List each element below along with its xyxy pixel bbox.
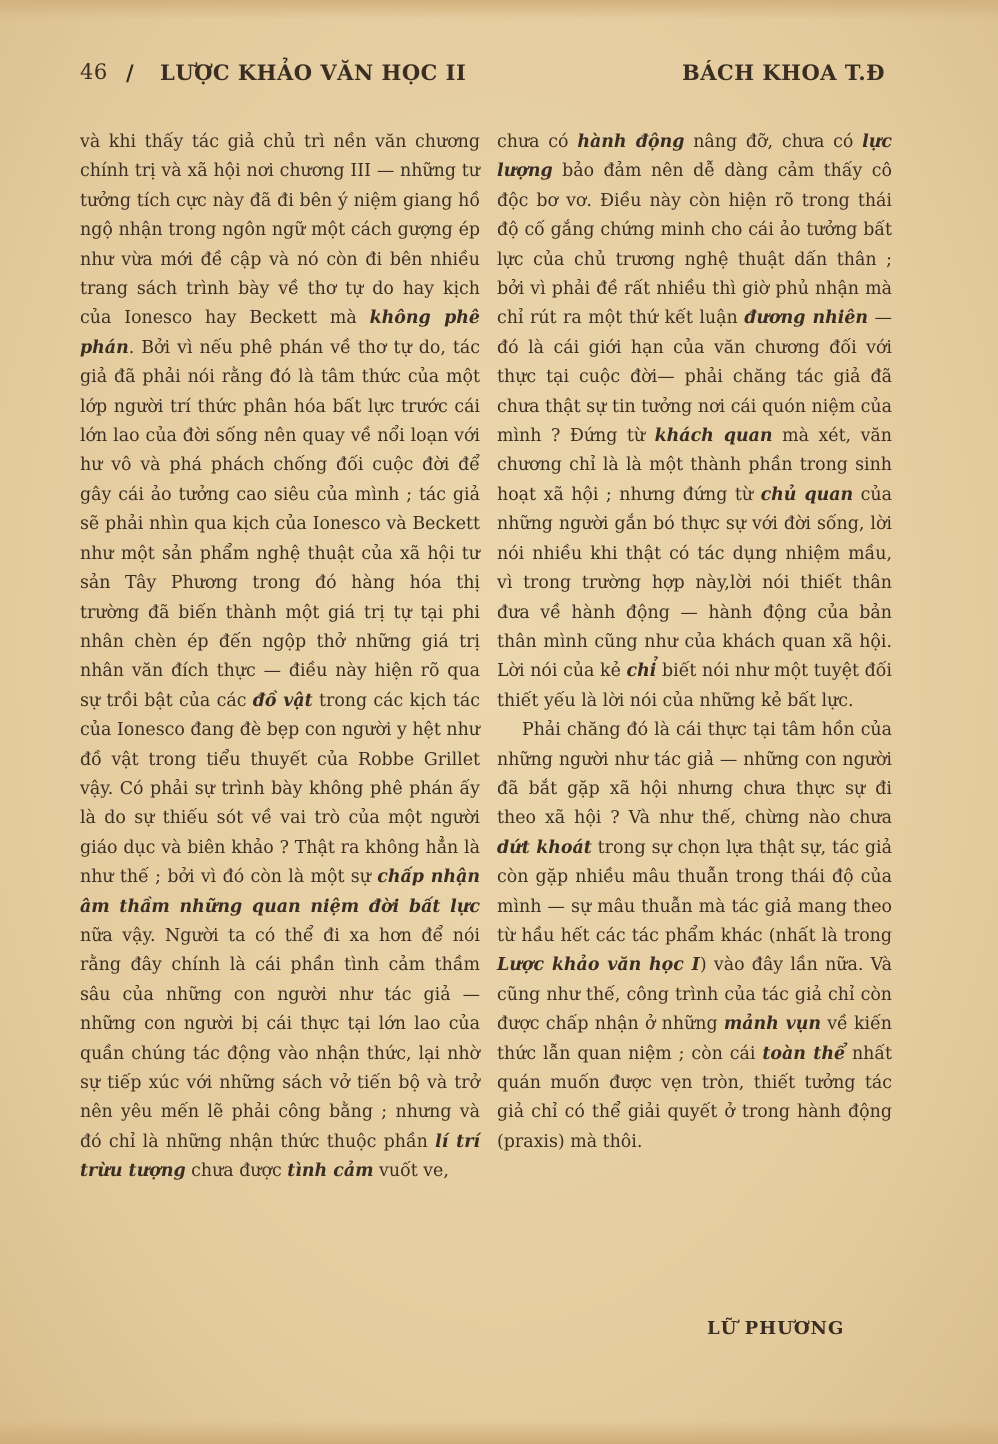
italic-phrase: khách quan bbox=[654, 426, 773, 447]
header-separator: / bbox=[126, 60, 135, 85]
italic-phrase: lực lượng bbox=[497, 132, 893, 182]
italic-phrase: không phê phán bbox=[80, 308, 480, 358]
running-header bbox=[80, 58, 885, 92]
page-edge-stain-top bbox=[0, 0, 998, 20]
right-paragraph-1 bbox=[497, 128, 892, 716]
italic-phrase: dứt khoát bbox=[497, 837, 592, 858]
italic-phrase: chỉ bbox=[626, 661, 657, 682]
author-signature: LỮ PHƯƠNG bbox=[707, 1318, 845, 1339]
text-run: trong sự chọn lựa thật sự, tác giả còn gặp nhiều mâu thuẫn trong thái độ của mình — sự mâu thuẫn mà tác giả mang theo từ hầu hết các tác phẩm khác (nhất là trong bbox=[497, 837, 892, 946]
text-run: trong các kịch tác của Ionesco đang đè bẹp con người y hệt như đồ vật trong tiểu thuyết của Robbe Grillet vậy. Có phải sự trình bày không phê phán ấy là do sự thiếu sót về vai trò của một người giáo dục và biên khảo ? Thật ra không hẳn là như thế ; bởi vì đó còn là một sự bbox=[80, 690, 480, 888]
text-run: chưa được bbox=[185, 1161, 288, 1182]
italic-phrase: Lược khảo văn học I bbox=[497, 955, 700, 976]
italic-phrase: đương nhiên bbox=[744, 308, 869, 329]
italic-phrase: toàn thể bbox=[762, 1043, 846, 1064]
text-run: vuốt ve, bbox=[373, 1161, 449, 1182]
italic-phrase: hành động bbox=[577, 132, 685, 152]
text-run: chưa có bbox=[497, 132, 578, 152]
text-run: của những người gắn bó thực sự với đời sống, lời nói nhiều khi thật có tác dụng nhiệm mầu, vì trong trường hợp này,lời nói thiết thân đưa về hành động — hành động của bản thân mình cũng như của khách quan xã hội. Lời nói của kẻ bbox=[497, 484, 892, 682]
text-run: nhất quán muốn được vẹn tròn, thiết tưởng tác giả chỉ có thể giải quyết ở trong hành động (praxis) mà thôi. bbox=[497, 1043, 893, 1152]
journal-name: BÁCH KHOA T.Đ bbox=[682, 60, 885, 85]
italic-phrase: tình cảm bbox=[287, 1161, 374, 1182]
right-column bbox=[497, 128, 892, 1157]
left-paragraph bbox=[80, 128, 480, 1187]
text-run: về kiến thức lẫn quan niệm ; còn cái bbox=[497, 1014, 892, 1064]
text-run: . Bởi vì nếu phê phán về thơ tự do, tác giả đã phải nói rằng đó là tâm thức của một lớp người trí thức phân hóa bất lực trước cái lớn lao của đời sống nên quay về nổi loạn với hư vô và phá phách chống đối cuộc đời để gây cái ảo tưởng cao siêu của mình ; tác giả sẽ phải nhìn qua kịch của Ionesco và Beckett như một sản phẩm nghệ thuật của xã hội tư sản Tây Phương trong đó hàng hóa thị trường đã biến thành một giá trị tự tại phi nhân chèn ép đến ngộp thở những giá trị nhân văn đích thực — điều này hiện rõ qua sự trồi bật của các bbox=[80, 337, 480, 711]
italic-phrase: lí trí trừu tượng bbox=[80, 1131, 480, 1182]
text-run: — đó là cái giới hạn của văn chương đối với thực tại cuộc đời— phải chăng tác giả đã chưa thật sự tin tưởng nơi cái quón niệm của mình ? Đứng từ bbox=[497, 308, 892, 447]
italic-phrase: chủ quan bbox=[760, 484, 854, 505]
page-edge-stain-bottom bbox=[0, 1420, 998, 1444]
text-run: Phải chăng đó là cái thực tại tâm hồn của những người như tác giả — những con người đã bắt gặp xã hội nhưng chưa thực sự đi theo xã hội ? Và như thế, chừng nào chưa bbox=[497, 720, 892, 829]
text-run: ) vào đây lần nữa. Và cũng như thế, công trình của tác giả chỉ còn được chấp nhận ở những bbox=[497, 955, 892, 1035]
text-run: biết nói như một tuyệt đối thiết yếu là lời nói của những kẻ bất lực. bbox=[497, 661, 892, 711]
italic-phrase: mảnh vụn bbox=[723, 1014, 821, 1035]
text-run: bảo đảm nên dễ dàng cảm thấy cô độc bơ vơ. Điều này còn hiện rõ trong thái độ cố gắng chứng minh cho cái ảo tưởng bất lực của chủ trương nghệ thuật dấn thân ; bởi vì phải đề rất nhiều thì giờ phủ nhận mà chỉ rút ra một thứ kết luận bbox=[497, 161, 892, 329]
page-number: 46 bbox=[80, 60, 108, 84]
italic-phrase: chấp nhận âm thầm những quan niệm đời bất lực bbox=[80, 867, 480, 917]
text-run: nâng đỡ, chưa có bbox=[684, 132, 863, 152]
italic-phrase: đồ vật bbox=[252, 690, 313, 711]
text-run: và khi thấy tác giả chủ trì nền văn chương chính trị và xã hội nơi chương III — những tư tưởng tích cực này đã đi bên ý niệm giang hồ ngộ nhận trong ngôn ngữ một cách gượng ép như vừa mới đề cập và nó còn đi bên nhiều trang sách trình bày về thơ tự do hay kịch của Ionesco hay Beckett mà bbox=[80, 132, 480, 329]
book-title: LƯỢC KHẢO VĂN HỌC II bbox=[160, 60, 467, 85]
text-run: mà xét, văn chương chỉ là là một thành phần trong sinh hoạt xã hội ; nhưng đứng từ bbox=[497, 426, 893, 505]
left-column bbox=[80, 128, 480, 1187]
text-run: nữa vậy. Người ta có thể đi xa hơn để nói rằng đây chính là cái phần tình cảm thầm sâu của những con người như tác giả — những con người bị cái thực tại lớn lao của quần chúng tác động vào nhận thức, lại nhờ sự tiếp xúc với những sách vở tiến bộ và trở nên yêu mến lẽ phải công bằng ; nhưng và đó chỉ là những nhận thức thuộc phần bbox=[80, 925, 480, 1152]
right-paragraph-2 bbox=[497, 716, 892, 1157]
